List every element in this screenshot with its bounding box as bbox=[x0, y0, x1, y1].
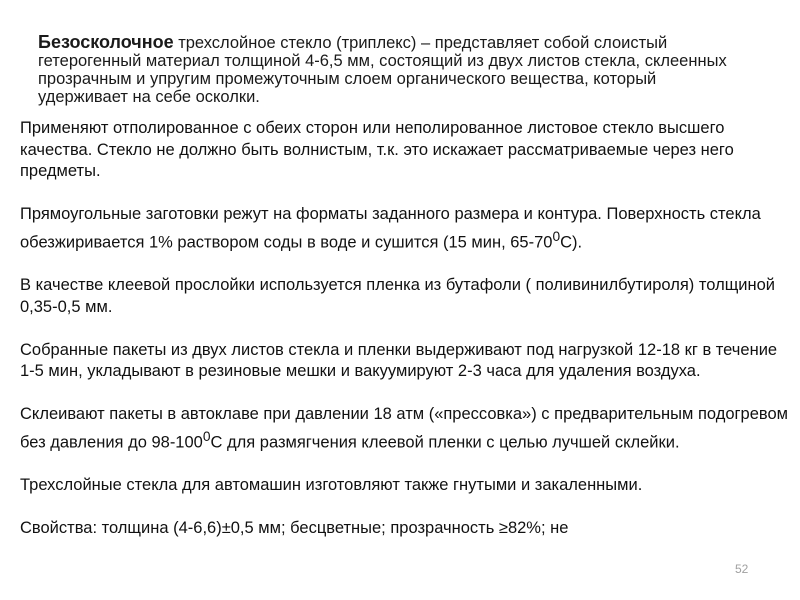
paragraph-preparation bbox=[20, 204, 790, 254]
degree-superscript: 0 bbox=[202, 428, 211, 444]
paragraph-properties: Свойства: толщина (4-6,6)±0,5 мм; бесцветные; прозрачность ≥82%; не bbox=[20, 519, 569, 537]
slide-number: 52 bbox=[735, 562, 749, 576]
paragraph-automotive: Трехслойные стекла для автомашин изготовляют также гнутыми и закаленными. bbox=[20, 476, 643, 494]
intro-text: трехслойное стекло (триплекс) – представляет собой слоистый гетерогенный материал толщиной 4-6,5 мм, состоящий из двух листов стекла, склеенных прозрачным и упругим промежуточным слоем органического вещества, который удерживает на себе осколки. bbox=[38, 34, 727, 106]
paragraph-preparation-text: Прямоугольные заготовки режут на форматы заданного размера и контура. Поверхность стекла обезжиривается 1% раствором соды в воде и сушится (15 мин, 65-70 bbox=[20, 205, 761, 251]
paragraph-assembly: Собранные пакеты из двух листов стекла и пленки выдерживают под нагрузкой 12-18 кг в течение 1-5 мин, укладывают в резиновые мешки и вакуумируют 2-3 часа для удаления воздуха. bbox=[20, 340, 778, 380]
degree-superscript: 0 bbox=[552, 228, 561, 244]
paragraph-autoclave-end: C для размягчения клеевой пленки с целью лучшей склейки. bbox=[210, 433, 680, 451]
paragraph-preparation-end: C). bbox=[560, 233, 583, 251]
body-text bbox=[20, 118, 790, 540]
intro-definition bbox=[38, 33, 728, 106]
paragraph-materials: Применяют отполированное с обеих сторон или неполированное листовое стекло высшего качества. Стекло не должно быть волнистым, т.к. это искажает рассматриваемые через него предметы. bbox=[20, 119, 734, 180]
paragraph-autoclave-text: Склеивают пакеты в автоклаве при давлении 18 атм («прессовка») с предварительным подогревом без давления до 98-100 bbox=[20, 405, 788, 451]
paragraph-interlayer: В качестве клеевой прослойки используется пленка из бутафоли ( поливинилбутироля) толщиной 0,35-0,5 мм. bbox=[20, 276, 775, 316]
intro-term: Безосколочное bbox=[38, 32, 174, 52]
paragraph-autoclave bbox=[20, 404, 790, 454]
